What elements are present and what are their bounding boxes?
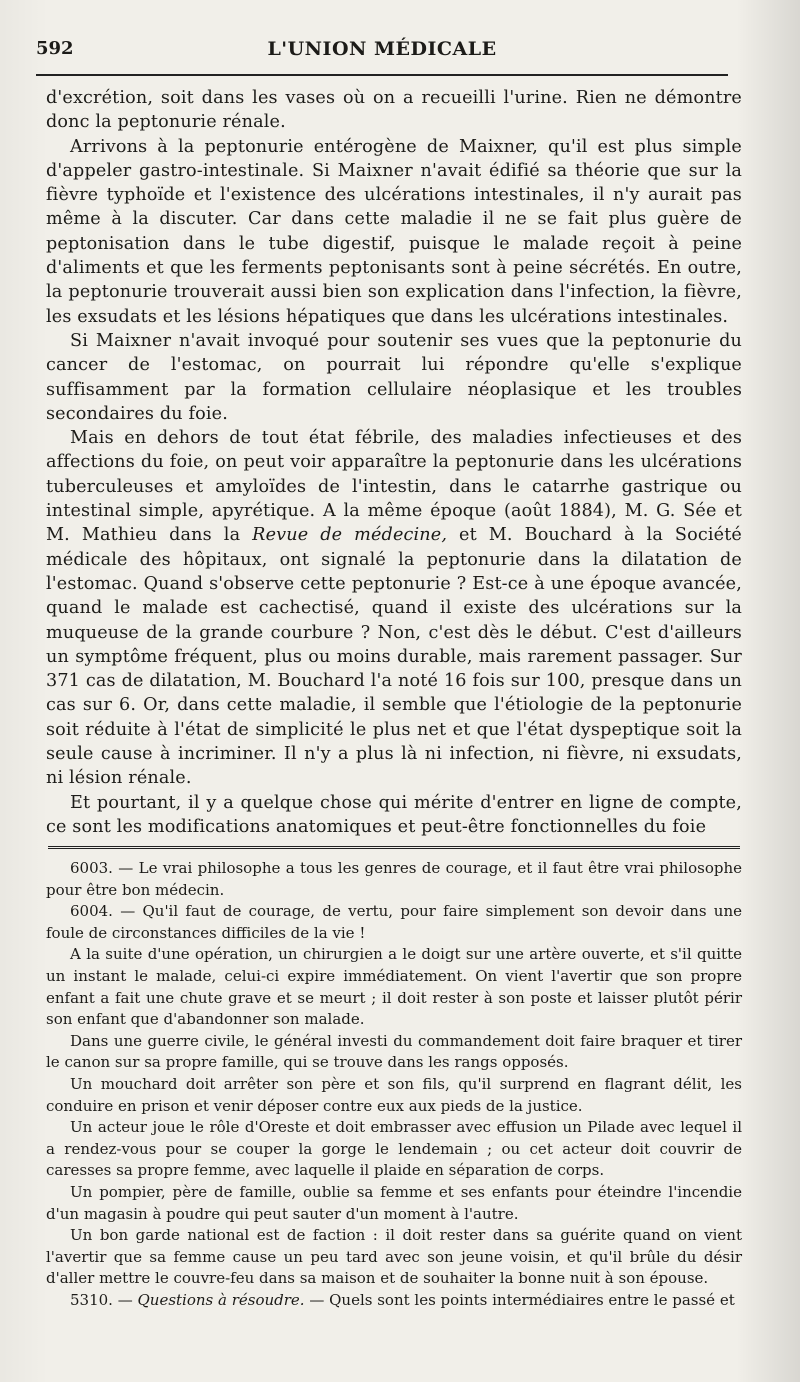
journal-reference: Revue de médecine, <box>252 525 448 546</box>
page-number: 592 <box>36 38 74 59</box>
paragraph-1: d'excrétion, soit dans les vases où on a recueilli l'urine. Rien ne démontre donc la peptonurie rénale. <box>46 88 742 133</box>
note-informer: Un mouchard doit arrêter son père et son fils, qu'il surprend en flagrant délit, les conduire en prison et venir déposer contre eux aux pieds de la justice. <box>46 1074 742 1115</box>
note-5310 <box>46 1290 742 1312</box>
note-guard: Un bon garde national est de faction : il doit rester dans sa guérite quand on vient l'avertir que sa femme cause un peu tard avec son jeune voisin, et qu'il brûle du désir d'aller mettre le couvre-feu dans sa maison et de souhaiter la bonne nuit à son épouse. <box>46 1226 742 1288</box>
note-5310-text: — Quels sont les points intermédiaires entre le passé et <box>304 1290 735 1309</box>
note-6004: 6004. — Qu'il faut de courage, de vertu, pour faire simplement son devoir dans une foule de circonstances difficiles de la vie ! <box>46 902 742 942</box>
note-6003: 6003. — Le vrai philosophe a tous les genres de courage, et il faut être vrai philosophe pour être bon médecin. <box>46 859 742 899</box>
note-general: Dans une guerre civile, le général investi du commandement doit faire braquer et tirer le canon sur sa propre famille, qui se trouve dans les rangs opposés. <box>46 1031 742 1072</box>
note-surgeon: A la suite d'une opération, un chirurgien a le doigt sur une artère ouverte, et s'il quitte un instant le malade, celui-ci expire immédiatement. On vient l'avertir que son propre enfant a fait une chute grave et se meurt ; il doit rester à son poste et laisser plutôt périr son enfant que d'abandonner son malade. <box>46 945 742 1029</box>
paragraph-2: Arrivons à la peptonurie entérogène de Maixner, qu'il est plus simple d'appeler gastro-intestinale. Si Maixner n'avait édifié sa théorie que sur la fièvre typhoïde et l'existence des ulcérations intestinales, il n'y aurait pas même à la discuter. Car dans cette maladie il ne se fait plus guère de peptonisation dans le tube digestif, puisque le malade reçoit à peine d'aliments et que les ferments peptonisants sont à peine sécrétés. En outre, la peptonurie trouverait aussi bien son explication dans l'infection, la fièvre, les exsudats et les lésions hépatiques que dans les ulcérations intestinales. <box>46 136 742 327</box>
paragraph-4-part-b: et M. Bouchard à la Société médicale des hôpitaux, ont signalé la peptonurie dans la dilatation de l'estomac. Quand s'observe cette peptonurie ? Est-ce à une époque avancée, quand le malade est cachectisé, quand il existe des ulcérations sur la muqueuse de la grande courbure ? Non, c'est dès le début. C'est d'ailleurs un symptôme fréquent, plus ou moins durable, mais rarement passager. Sur 371 cas de dilatation, M. Bouchard l'a noté 16 fois sur 100, presque dans un cas sur 6. Or, dans cette maladie, il semble que l'étiologie de la peptonurie soit réduite à l'état de simplicité le plus net et que l'état dyspeptique soit la seule cause à incriminer. Il n'y a plus là ni infection, ni fièvre, ni exsudats, ni lésion rénale. <box>46 525 742 789</box>
notes-separator <box>48 846 740 851</box>
header-rule <box>36 74 728 76</box>
paragraph-4 <box>46 426 742 790</box>
journal-title: L'UNION MÉDICALE <box>267 38 497 60</box>
paragraph-5: Et pourtant, il y a quelque chose qui mérite d'entrer en ligne de compte, ce sont les modifications anatomiques et peut-être fonctionnelles du foie <box>46 792 742 837</box>
paragraph-4-part-a: Mais en dehors de tout état fébrile, des maladies infectieuses et des affections du foie, on peut voir apparaître la peptonurie dans les ulcérations tuberculeuses et amyloïdes de l'intestin, dans le catarrhe gastrique ou intestinal simple, apyrétique. A la même époque (août 1884), M. G. Sée et M. Mathieu dans la <box>46 428 742 546</box>
main-text <box>46 86 742 839</box>
paragraph-3: Si Maixner n'avait invoqué pour soutenir ses vues que la peptonurie du cancer de l'estomac, on pourrait lui répondre qu'elle s'explique suffisamment par la formation cellulaire néoplasique et les troubles secondaires du foie. <box>46 330 742 424</box>
footnotes <box>46 858 742 1311</box>
note-fireman: Un pompier, père de famille, oublie sa femme et ses enfants pour éteindre l'incendie d'un magasin à poudre qui peut sauter d'un moment à l'autre. <box>46 1182 742 1223</box>
note-actor: Un acteur joue le rôle d'Oreste et doit embrasser avec effusion un Pilade avec lequel il a rendez-vous pour se couper la gorge le lendemain ; ou cet acteur doit couvrir de caresses sa propre femme, avec laquelle il plaide en séparation de corps. <box>46 1118 742 1180</box>
note-5310-heading: Questions à résoudre. <box>137 1290 305 1309</box>
running-header <box>36 30 728 76</box>
note-5310-number: 5310. — <box>70 1290 138 1309</box>
